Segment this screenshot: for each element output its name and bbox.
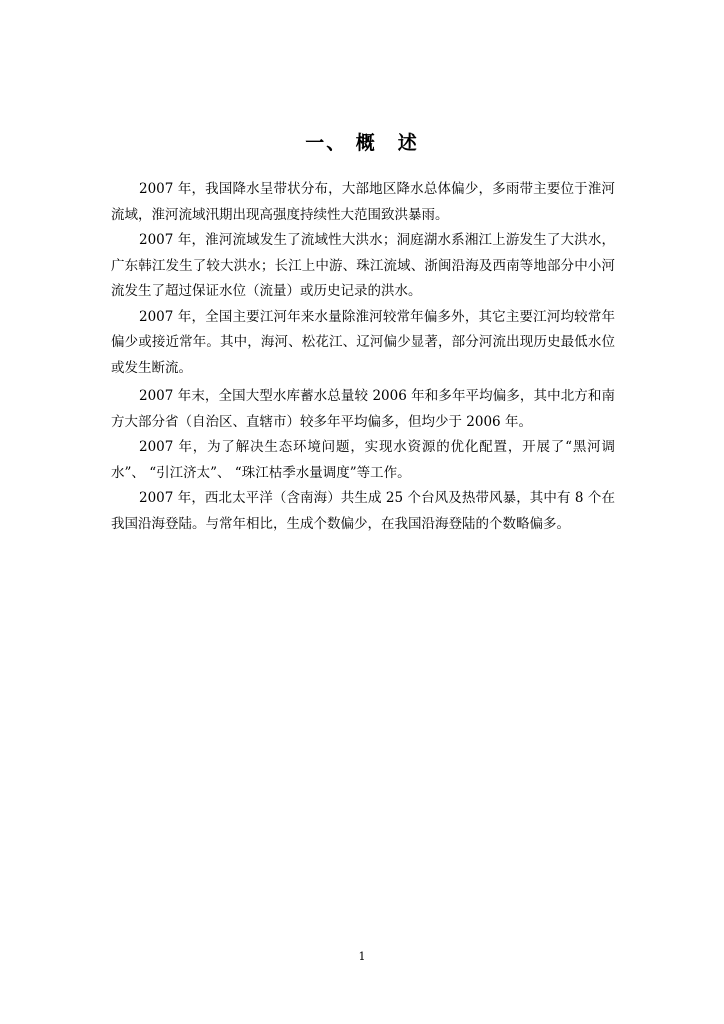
paragraph-floods: 2007 年，淮河流域发生了流域性大洪水；洞庭湖水系湘江上游发生了大洪水，广东韩江发生了较大洪水；长江上中游、珠江流域、浙闽沿海及西南等地部分中小河流发生了超过保证水位（流量）或历史记录的洪水。 [111,232,615,299]
paragraph-precipitation: 2007 年，我国降水呈带状分布，大部地区降水总体偏少，多雨带主要位于淮河流域，淮河流域汛期出现高强度持续性大范围致洪暴雨。 [111,181,615,223]
body-text [111,177,615,537]
paragraph-reservoir-storage: 2007 年末，全国大型水库蓄水总量较 2006 年和多年平均偏多，其中北方和南方大部分省（自治区、直辖市）较多年平均偏多，但均少于 2006 年。 [111,388,615,430]
paragraph-river-runoff: 2007 年，全国主要江河年来水量除淮河较常年偏多外，其它主要江河均较常年偏少或接近常年。其中，海河、松花江、辽河偏少显著，部分河流出现历史最低水位或发生断流。 [111,308,615,376]
paragraph-water-dispatch: 2007 年，为了解决生态环境问题，实现水资源的优化配置，开展了“黑河调水”、 “引江济太”、 “珠江枯季水量调度”等工作。 [111,439,615,481]
page-number: 1 [358,950,366,963]
section-heading: 一、 概 述 [305,132,419,154]
paragraph-typhoons: 2007 年，西北太平洋（含南海）共生成 25 个台风及热带风暴，其中有 8 个在我国沿海登陆。与常年相比，生成个数偏少，在我国沿海登陆的个数略偏多。 [111,490,615,532]
